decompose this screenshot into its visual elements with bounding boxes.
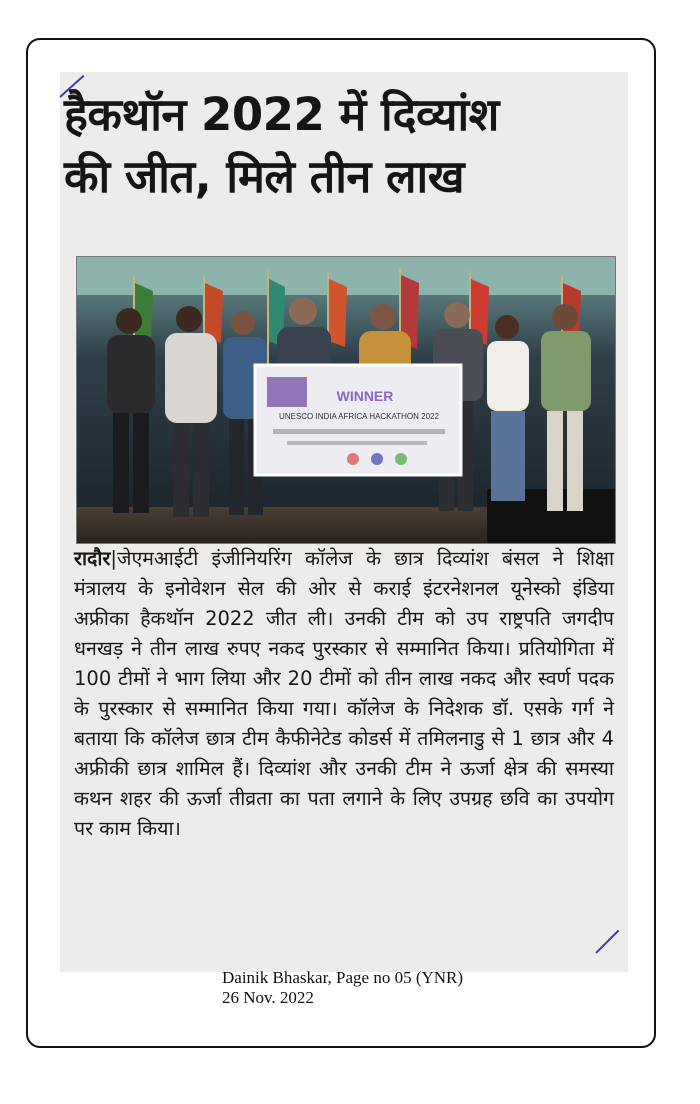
source-caption	[222, 968, 463, 1008]
article-text: जेएमआईटी इंजीनियरिंग कॉलेज के छात्र दिव्यांश बंसल ने शिक्षा मंत्रालय के इनोवेशन सेल की ओर से कराई इंटरनेशनल यूनेस्को इंडिया अफ्रीका हैकथॉन 2022 जीत ली। उनकी टीम को उप राष्ट्रपति जगदीप धनखड़ ने तीन लाख रुपए नकद पुरस्कार से सम्मानित किया। प्रतियोगिता में 100 टीमों ने भाग लिया और 20 टीमों को तीन लाख नकद और स्वर्ण पदक के पुरस्कार से सम्मानित किया गया। कॉलेज के निदेशक डॉ. एसके गर्ग ने बताया कि कॉलेज छात्र टीम कैफीनेटेड कोडर्स में तमिलनाडु से 1 छात्र और 4 अफ्रीकी छात्र शामिल हैं। दिव्यांश और उनकी टीम ने ऊर्जा क्षेत्र की समस्या कथन शहर की ऊर्जा तीव्रता का पता लगाने के लिए उपग्रह छवि का उपयोग पर काम किया।	[74, 547, 614, 840]
caption-source: Dainik Bhaskar, Page no 05 (YNR)	[222, 968, 464, 987]
headline	[64, 84, 604, 208]
caption-date: 26 Nov. 2022	[222, 988, 314, 1007]
banner-subtitle: UNESCO INDIA AFRICA HACKATHON 2022	[279, 412, 439, 421]
headline-line-1: हैकथॉन 2022 में दिव्यांश	[64, 88, 499, 141]
article-dateline: रादौर	[74, 547, 111, 570]
article-body	[74, 544, 614, 844]
award-ceremony-photo	[76, 256, 616, 544]
dateline-separator: |	[110, 547, 117, 570]
headline-line-2: की जीत, मिले तीन लाख	[64, 150, 465, 203]
banner-heading: WINNER	[336, 388, 394, 404]
winner-cheque-banner	[255, 365, 461, 475]
